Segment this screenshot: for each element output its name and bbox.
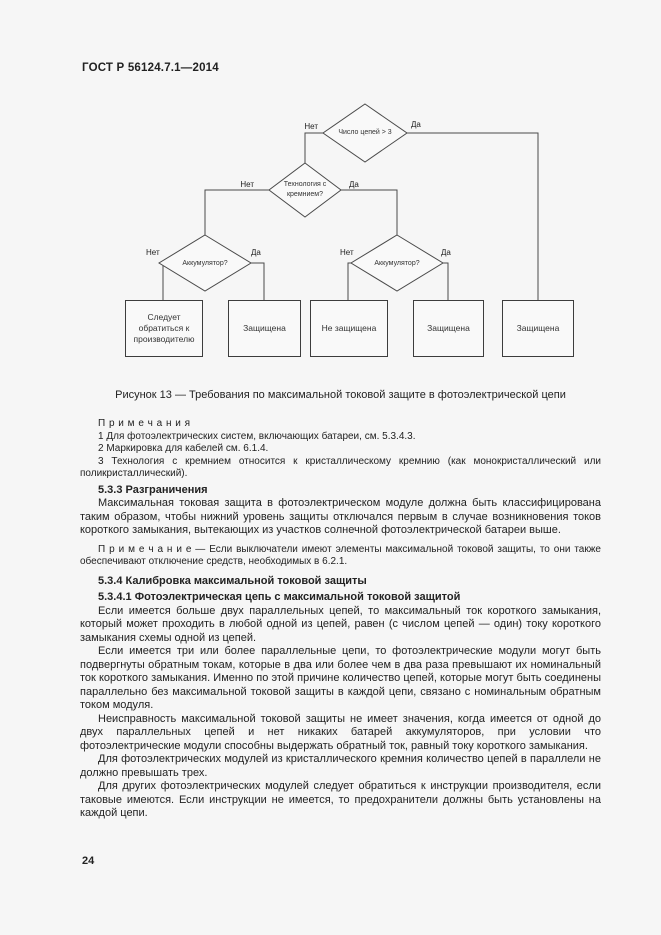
- outcome-box-protected-2: Защищена: [413, 300, 484, 357]
- paragraph: Для других фотоэлектрических модулей следует обратиться к инструкции производителя, если таковые имеются. Если инструкции не имеется, то предохранители должны быть установлены на каждой цепи.: [80, 780, 601, 819]
- branch-no-label-battery-left: Нет: [146, 248, 160, 257]
- paragraph: Максимальная токовая защита в фотоэлектрическом модуле должна быть классифицирована таким образом, чтобы нижний уровень защиты отключался первым в случае возникновения токов короткого замыкания, вытекающих из участков солнечной фотоэлектрической батареи выше.: [80, 497, 601, 536]
- paragraph: Если имеется больше двух параллельных цепей, то максимальный ток короткого замыкания, который может проходить в любой одной из цепей, равен (с числом цепей — один) току короткого замыкания схемы одной из цепей.: [80, 604, 601, 644]
- note-item-2: 2 Маркировка для кабелей см. 6.1.4.: [98, 443, 269, 454]
- outcome-box-not-protected: Не защищена: [310, 300, 388, 357]
- outcome-box-manufacturer: Следует обратиться к производителю: [125, 300, 203, 357]
- decision-silicon-label-line2: кремнием?: [286, 191, 324, 198]
- flowchart-figure: [0, 100, 661, 377]
- branch-yes-label-battery-left: Да: [251, 248, 261, 257]
- branch-yes-label-battery-right: Да: [441, 248, 451, 257]
- section-heading-5-3-4-1: 5.3.4.1 Фотоэлектрическая цепь с максимальной токовой защитой: [98, 591, 461, 603]
- section-heading-5-3-4: 5.3.4 Калибровка максимальной токовой защиты: [98, 574, 367, 587]
- branch-no-label-circuits: Нет: [304, 122, 318, 131]
- paragraph: Если имеется три или более параллельные цепи, то фотоэлектрические модули могут быть подвергнуты обратным токам, которые в два или более чем в два раза превышают их номинальный ток короткого замыкания. Именно по этой причине количество цепей, которые могут быть соединены параллельно без максимальной токовой защиты в каждой цепи, связано с номинальным обратным током модуля.: [80, 645, 601, 711]
- document-header: ГОСТ Р 56124.7.1—2014: [82, 62, 219, 74]
- note-paragraph: П р и м е ч а н и е — Если выключатели имеют элементы максимальной токовой защиты, то они также обеспечивают отключение средств, необходимых в 6.2.1.: [80, 543, 601, 567]
- decision-circuits-label: Число цепей > 3: [338, 129, 392, 136]
- branch-no-label-battery-right: Нет: [340, 248, 354, 257]
- branch-yes-label-silicon: Да: [349, 180, 359, 189]
- paragraph: Для фотоэлектрических модулей из кристаллического кремния количество цепей в параллели не должно превышать трех.: [80, 753, 601, 779]
- branch-no-label-silicon: Нет: [240, 180, 254, 189]
- notes-title: П р и м е ч а н и я: [98, 418, 191, 429]
- decision-battery-right-label: Аккумулятор?: [374, 260, 420, 267]
- paragraph: Неисправность максимальной токовой защиты не имеет значения, когда имеется от одной до двух параллельных цепей и нет никаких батарей аккумуляторов, при условии что фотоэлектрические модули способны выдержать обратный ток, равный току короткого замыкания.: [80, 712, 601, 752]
- outcome-box-protected-3: Защищена: [502, 300, 574, 357]
- section-heading-5-3-3: 5.3.3 Разграничения: [98, 483, 208, 496]
- decision-silicon-label-line1: Технология с: [283, 181, 327, 188]
- outcome-box-protected-1: Защищена: [228, 300, 301, 357]
- page-number: 24: [82, 855, 95, 867]
- figure-caption: Рисунок 13 — Требования по максимальной токовой защите в фотоэлектрической цепи: [115, 389, 566, 401]
- note-item-3: 3 Технология с кремнием относится к кристаллическому кремнию (как монокристаллический или поликристаллический).: [80, 455, 601, 479]
- note-item-1: 1 Для фотоэлектрических систем, включающих батареи, см. 5.3.4.3.: [98, 430, 416, 442]
- branch-yes-label-circuits: Да: [411, 120, 421, 129]
- decision-battery-left-label: Аккумулятор?: [182, 260, 228, 267]
- document-body: [80, 418, 601, 821]
